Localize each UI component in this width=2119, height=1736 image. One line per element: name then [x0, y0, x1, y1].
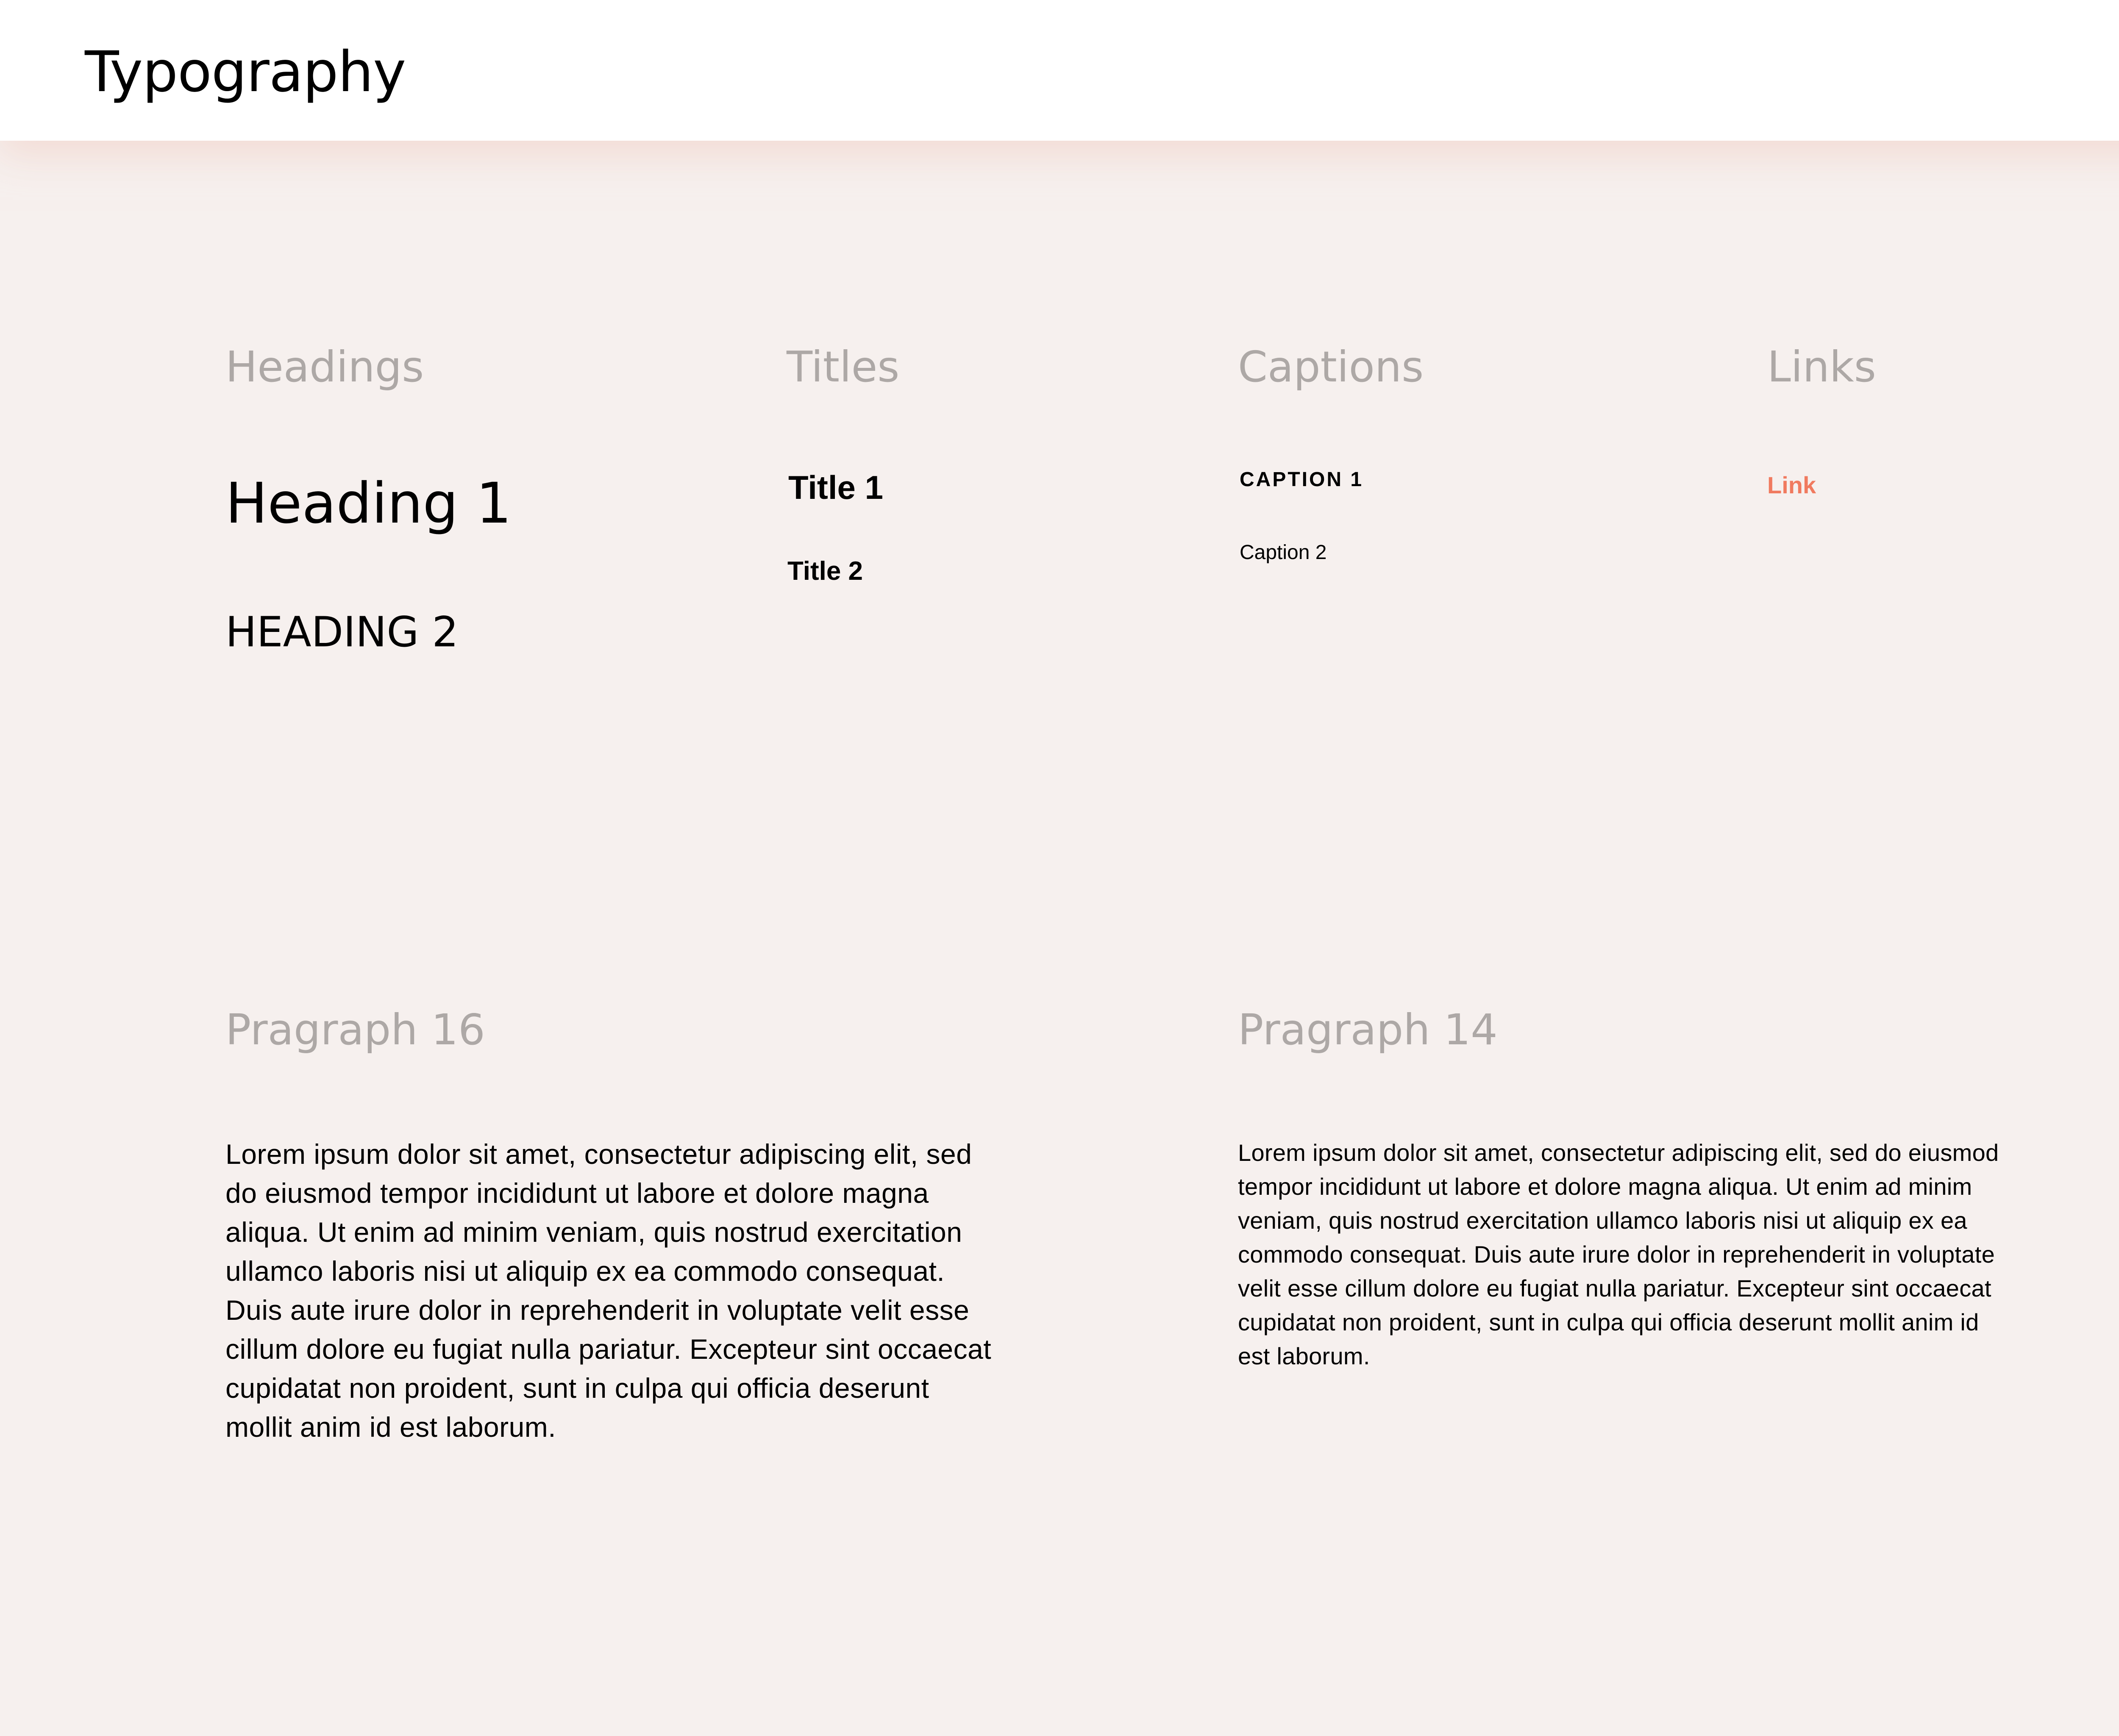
caption-1-sample: CAPTION 1 [1240, 468, 1364, 491]
title-2-sample: Title 2 [787, 556, 863, 586]
heading-2-sample: HEADING 2 [225, 608, 459, 657]
title-1-sample: Title 1 [788, 469, 883, 506]
links-section-label: Links [1767, 342, 1876, 392]
link-sample[interactable]: Link [1767, 472, 1816, 498]
paragraph-14-section-label: Pragraph 14 [1238, 1005, 1498, 1054]
page-header [0, 0, 2119, 141]
paragraph-16-sample: Lorem ipsum dolor sit amet, consectetur adipiscing elit, sed do eiusmod tempor incididunt ut labore et dolore magna aliqua. Ut enim ad minim veniam, quis nostrud exercitation ullamco laboris nisi ut aliquip ex ea commodo consequat. Duis aute irure dolor in reprehenderit in voluptate velit esse cillum dolore eu fugiat nulla pariatur. Excepteur sint occaecat cupidatat non proident, sunt in culpa qui officia deserunt mollit anim id est laborum. [225, 1138, 992, 1443]
paragraph-16-section-label: Pragraph 16 [225, 1005, 485, 1054]
paragraph-14-sample: Lorem ipsum dolor sit amet, consectetur adipiscing elit, sed do eiusmod tempor incididunt ut labore et dolore magna aliqua. Ut enim ad minim veniam, quis nostrud exercitation ullamco laboris nisi ut aliquip ex ea commodo consequat. Duis aute irure dolor in reprehenderit in voluptate velit esse cillum dolore eu fugiat nulla pariatur. Excepteur sint occaecat cupidatat non proident, sunt in culpa qui officia deserunt mollit anim id est laborum. [1238, 1139, 1999, 1369]
page-title: Typography [85, 39, 406, 105]
captions-section-label: Captions [1238, 342, 1424, 392]
headings-section-label: Headings [225, 342, 424, 392]
titles-section-label: Titles [787, 342, 900, 392]
caption-2-sample: Caption 2 [1240, 541, 1327, 564]
heading-1-sample: Heading 1 [225, 471, 512, 536]
